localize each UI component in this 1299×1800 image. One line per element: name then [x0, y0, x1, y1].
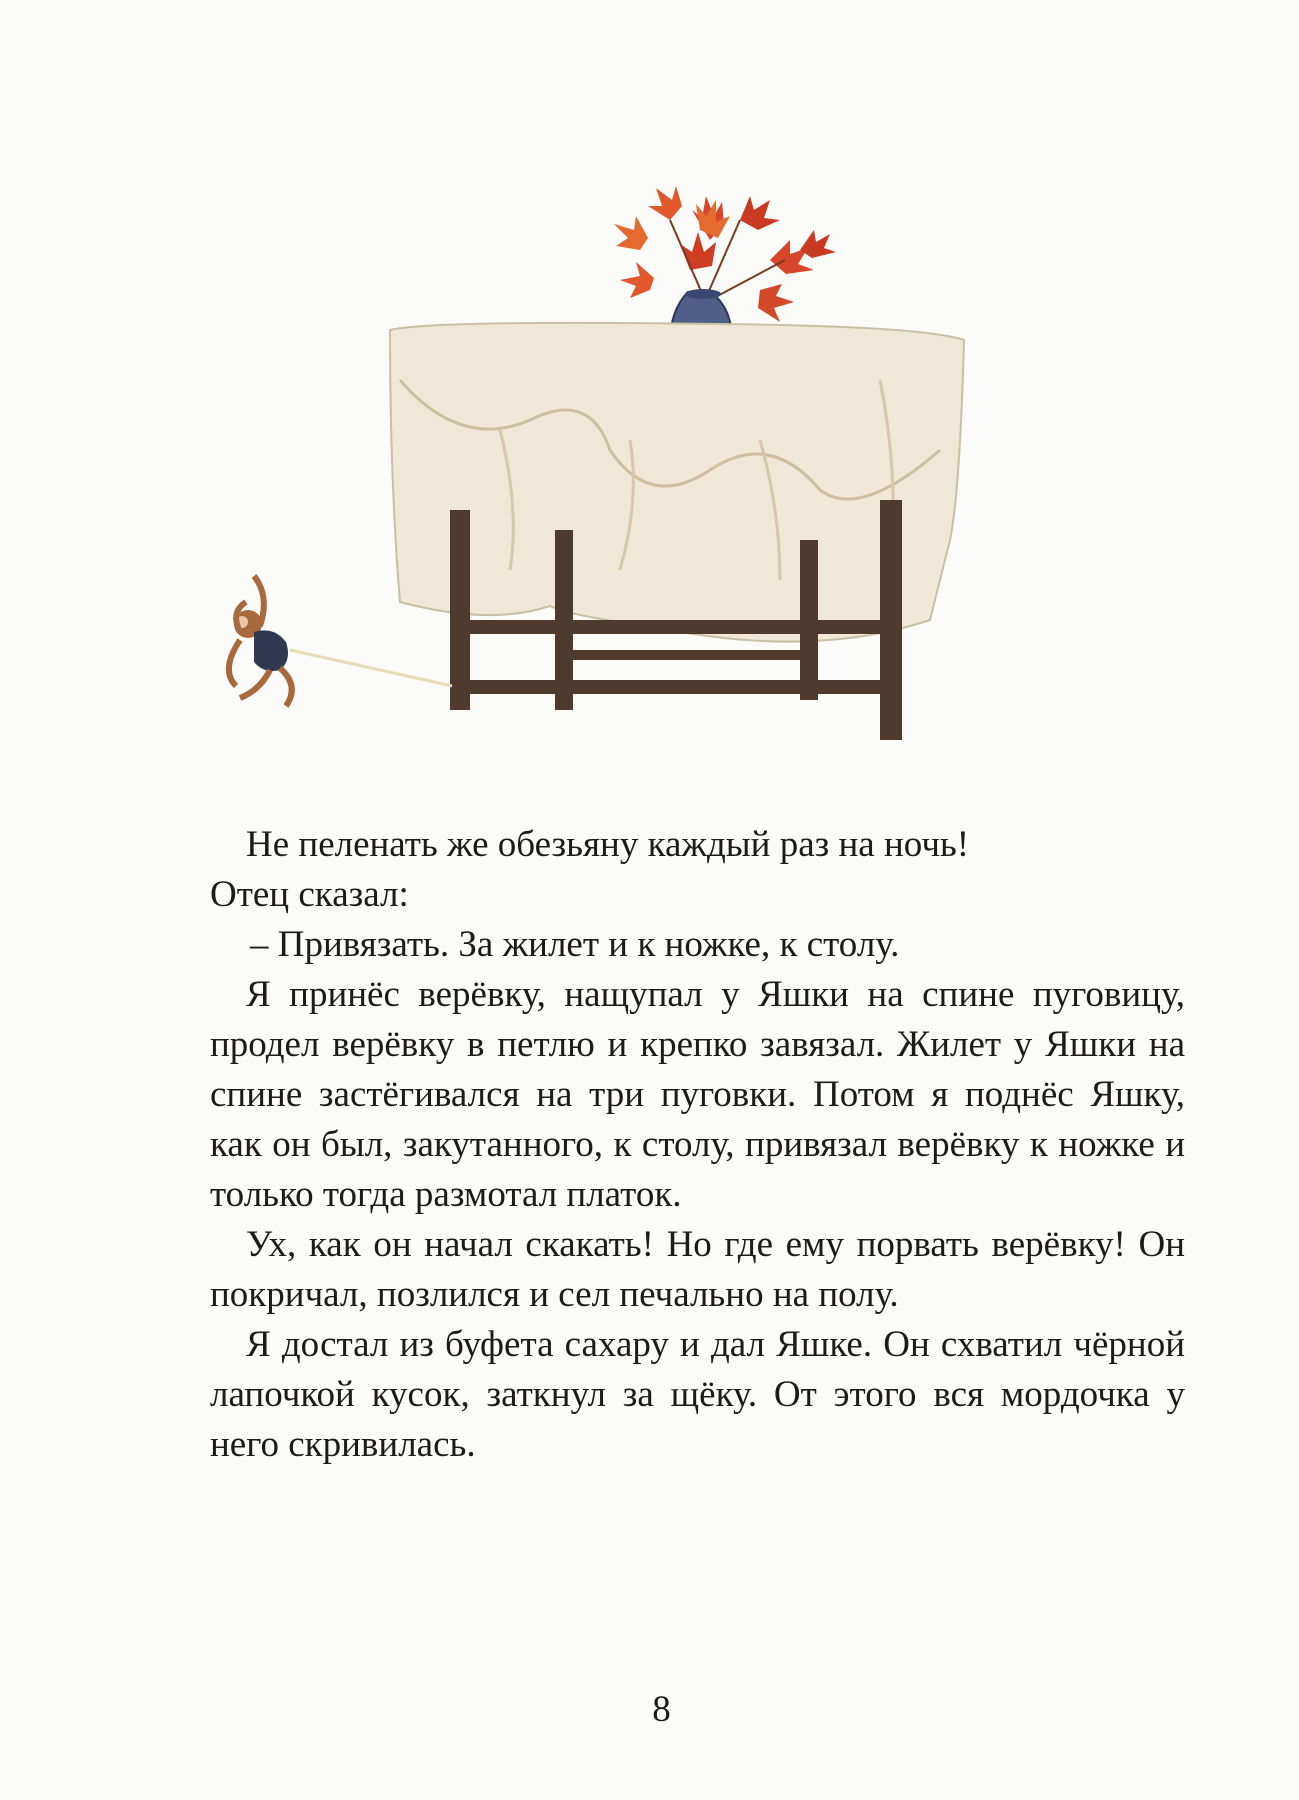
tablecloth	[390, 323, 964, 642]
story-text	[210, 820, 1185, 1470]
paragraph-1: Не пеленать же обезьяну каждый раз на ночь!	[246, 824, 970, 865]
leaves-bouquet	[614, 186, 836, 322]
table-with-monkey-illustration	[200, 180, 1100, 760]
paragraph-5: Ух, как он начал скакать! Но где ему порвать верёвку! Он покричал, позлился и сел печально на полу.	[210, 1224, 1185, 1315]
monkey-icon	[229, 576, 292, 706]
page-number: 8	[652, 1689, 671, 1730]
rope	[290, 650, 452, 686]
paragraph-3: – Привязать. За жилет и к ножке, к столу.	[250, 924, 900, 965]
paragraph-2: Отец сказал:	[210, 874, 409, 915]
paragraph-4: Я принёс верёвку, нащупал у Яшки на спине пуговицу, продел верёвку в петлю и крепко завязал. Жилет у Яшки на спине застёгивался на три пуговки. Потом я поднёс Яшку, как он был, закутанного, к столу, привязал верёвку к ножке и только тогда размотал платок.	[210, 974, 1185, 1215]
paragraph-6: Я достал из буфета сахару и дал Яшке. Он схватил чёрной лапочкой кусок, заткнул за щёку. От этого вся мордочка у него скривилась.	[210, 1324, 1185, 1465]
